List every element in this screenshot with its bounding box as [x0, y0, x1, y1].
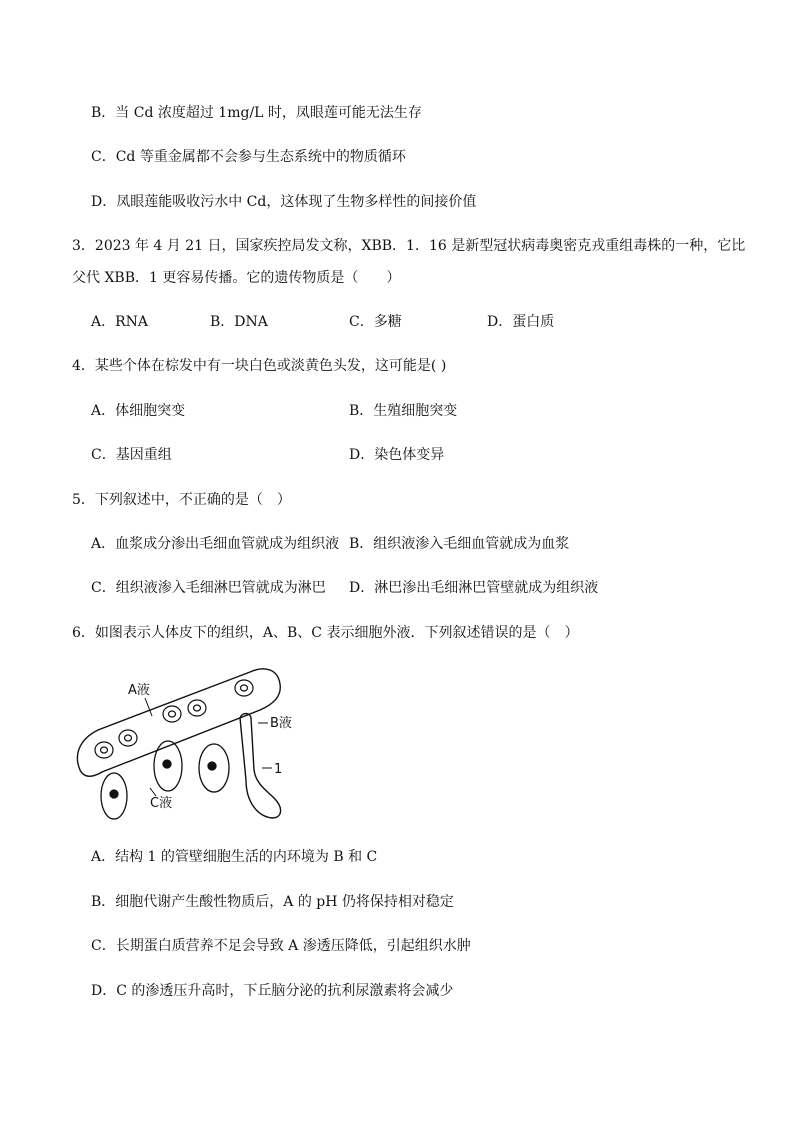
q5-stem: 5．下列叙述中，不正确的是（ ）	[72, 492, 291, 508]
q3-stem-line1: 3．2023 年 4 月 21 日，国家疾控局发文称，XBB．1．16 是新型冠状病毒奥密克戎重组毒株的一种，它比	[72, 238, 746, 254]
q6-stem: 6．如图表示人体皮下的组织，A、B、C 表示细胞外液．下列叙述错误的是（ ）	[72, 625, 579, 641]
q3-option-b: B．DNA	[210, 314, 268, 330]
q4-option-b: B．生殖细胞突变	[349, 403, 458, 419]
label-one: 1	[274, 762, 283, 777]
q6-option-d: D．C 的渗透压升高时，下丘脑分泌的抗利尿激素将会减少	[91, 983, 454, 999]
q3-option-c: C．多糖	[349, 314, 402, 330]
label-b: B液	[270, 716, 292, 731]
q4-stem: 4．某些个体在棕发中有一块白色或淡黄色头发，这可能是( )	[72, 358, 447, 374]
q5-option-b: B．组织液渗入毛细血管就成为血浆	[349, 536, 570, 552]
q3-option-d: D．蛋白质	[487, 314, 555, 330]
q2-option-d: D．凤眼莲能吸收污水中 Cd，这体现了生物多样性的间接价值	[91, 194, 477, 210]
q2-option-b: B．当 Cd 浓度超过 1mg/L 时，凤眼莲可能无法生存	[91, 105, 422, 121]
q2-option-c: C．Cd 等重金属都不会参与生态系统中的物质循环	[91, 149, 406, 165]
q6-option-a: A．结构 1 的管壁细胞生活的内环境为 B 和 C	[91, 849, 378, 865]
q5-option-c: C．组织液渗入毛细淋巴管就成为淋巴	[91, 580, 326, 596]
q3-stem-line2: 父代 XBB．1 更容易传播。它的遗传物质是（ ）	[72, 270, 401, 286]
q6-option-c: C．长期蛋白质营养不足会导致 A 渗透压降低，引起组织水肿	[91, 938, 471, 954]
q4-option-d: D．染色体变异	[349, 447, 445, 463]
tissue-figure	[70, 660, 310, 830]
q3-option-a: A．RNA	[91, 314, 149, 330]
label-a: A液	[128, 683, 150, 698]
q5-option-d: D．淋巴渗出毛细淋巴管壁就成为组织液	[349, 580, 599, 596]
q4-option-c: C．基因重组	[91, 447, 172, 463]
q6-option-b: B．细胞代谢产生酸性物质后，A 的 pH 仍将保持相对稳定	[91, 894, 454, 910]
label-c: C液	[150, 796, 173, 811]
blood-cells	[95, 680, 253, 758]
q5-option-a: A．血浆成分渗出毛细血管就成为组织液	[91, 536, 340, 552]
q4-option-a: A．体细胞突变	[91, 403, 186, 419]
